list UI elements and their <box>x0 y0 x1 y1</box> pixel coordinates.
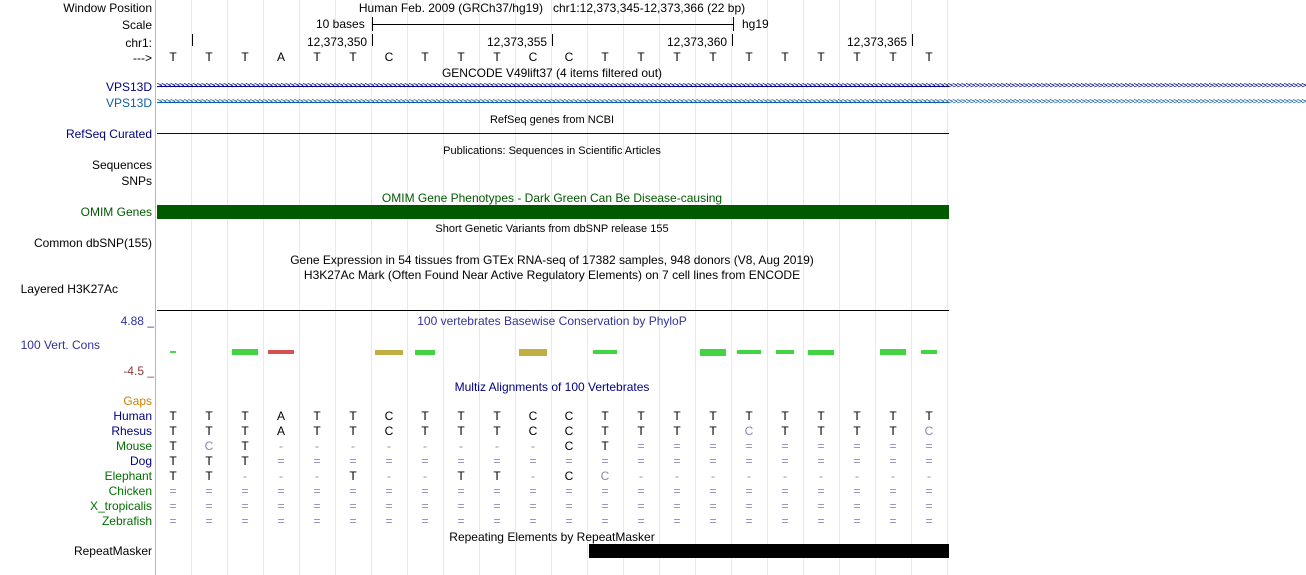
aligned-base: T <box>169 469 177 483</box>
aligned-base: C <box>204 439 214 453</box>
aligned-base: = <box>385 454 393 468</box>
aligned-base: A <box>276 424 285 438</box>
reference-base: T <box>745 50 753 64</box>
aligned-base: - <box>279 439 283 453</box>
aligned-base: = <box>673 499 681 513</box>
aligned-base: T <box>709 409 717 423</box>
aligned-base: - <box>423 469 427 483</box>
aligned-base: - <box>639 469 643 483</box>
aligned-base: T <box>853 409 861 423</box>
aligned-base: T <box>349 469 357 483</box>
aligned-base: = <box>313 484 321 498</box>
aligned-base: T <box>205 409 213 423</box>
aligned-base: = <box>709 439 717 453</box>
reference-base: T <box>889 50 897 64</box>
aligned-base: = <box>313 499 321 513</box>
repeatmasker-label[interactable]: RepeatMasker <box>73 544 152 558</box>
aligned-base: = <box>817 454 825 468</box>
aligned-base: = <box>673 454 681 468</box>
aligned-base: T <box>349 409 357 423</box>
aligned-base: T <box>817 424 825 438</box>
aligned-base: = <box>349 484 357 498</box>
aligned-base: = <box>709 454 717 468</box>
aligned-base: = <box>385 484 393 498</box>
reference-base: T <box>601 50 609 64</box>
aligned-base: - <box>927 469 931 483</box>
aligned-base: T <box>313 409 321 423</box>
aligned-base: T <box>169 439 177 453</box>
reference-base: T <box>673 50 681 64</box>
aligned-base: = <box>565 484 573 498</box>
aligned-base: T <box>313 424 321 438</box>
aligned-base: - <box>459 439 463 453</box>
aligned-base: = <box>529 514 537 528</box>
aligned-base: = <box>601 484 609 498</box>
aligned-base: T <box>493 424 501 438</box>
aligned-base: = <box>169 484 177 498</box>
aligned-base: = <box>781 484 789 498</box>
aligned-base: = <box>709 484 717 498</box>
aligned-base: = <box>493 514 501 528</box>
scale-bases: 10 bases <box>316 17 365 31</box>
aligned-base: = <box>349 454 357 468</box>
refseq-curated-label[interactable]: RefSeq Curated <box>65 127 152 141</box>
aligned-base: T <box>457 409 465 423</box>
aligned-base: = <box>421 484 429 498</box>
aligned-base: T <box>241 424 249 438</box>
gencode-track-title[interactable]: GENCODE V49lift37 (4 items filtered out) <box>441 66 663 80</box>
aligned-base: T <box>781 424 789 438</box>
label-separator <box>155 0 156 575</box>
scale-bar <box>372 24 733 25</box>
reference-base: T <box>781 50 789 64</box>
aligned-base: C <box>600 469 610 483</box>
reference-base: T <box>853 50 861 64</box>
aligned-base: T <box>781 409 789 423</box>
aligned-base: = <box>241 484 249 498</box>
aligned-base: = <box>349 514 357 528</box>
aligned-base: = <box>853 454 861 468</box>
aligned-base: C <box>564 439 574 453</box>
phylop-score-glyph <box>921 350 937 354</box>
aligned-base: = <box>205 514 213 528</box>
reference-base: C <box>384 50 394 64</box>
phylop-score-glyph <box>700 349 726 356</box>
aligned-base: - <box>387 439 391 453</box>
aligned-base: T <box>169 424 177 438</box>
scale-bar-right-tick <box>733 17 734 31</box>
omim-track-title[interactable]: OMIM Gene Phenotypes - Dark Green Can Be Disease-causing <box>381 191 723 205</box>
aligned-base: T <box>601 424 609 438</box>
aligned-base: = <box>601 499 609 513</box>
aligned-base: = <box>313 514 321 528</box>
aligned-base: = <box>745 484 753 498</box>
reference-base: T <box>313 50 321 64</box>
gtex-track-title[interactable]: Gene Expression in 54 tissues from GTEx RNA-seq of 17382 samples, 948 donors (V8, Aug 2019) <box>290 253 814 267</box>
aligned-base: T <box>205 469 213 483</box>
aligned-base: = <box>601 514 609 528</box>
aligned-base: = <box>601 454 609 468</box>
phylop-score-glyph <box>880 349 906 355</box>
reference-base: T <box>709 50 717 64</box>
sequences-label[interactable]: Sequences <box>91 158 152 172</box>
aligned-base: T <box>457 469 465 483</box>
aligned-base: = <box>781 514 789 528</box>
species-label[interactable]: Elephant <box>104 469 152 483</box>
aligned-base: = <box>457 484 465 498</box>
aligned-base: T <box>889 424 897 438</box>
h3k27ac-track-title[interactable]: H3K27Ac Mark (Often Found Near Active Regulatory Elements) on 7 cell lines from ENCODE <box>303 268 801 282</box>
aligned-base: T <box>925 409 933 423</box>
repeatmasker-element-bar[interactable] <box>589 544 949 558</box>
aligned-base: C <box>528 424 538 438</box>
aligned-base: - <box>675 469 679 483</box>
aligned-base: - <box>891 469 895 483</box>
aligned-base: = <box>853 439 861 453</box>
reference-base: T <box>457 50 465 64</box>
aligned-base: = <box>421 454 429 468</box>
reference-base: C <box>564 50 574 64</box>
aligned-base: C <box>564 469 574 483</box>
aligned-base: C <box>564 409 574 423</box>
aligned-base: C <box>924 424 934 438</box>
aligned-base: T <box>169 454 177 468</box>
aligned-base: = <box>925 499 933 513</box>
chrom-tick <box>192 34 193 46</box>
scale-bar-left-tick <box>372 17 373 31</box>
reference-base: T <box>493 50 501 64</box>
aligned-base: = <box>673 484 681 498</box>
chrom-tick-label: 12,373,360 <box>667 35 728 49</box>
aligned-base: = <box>529 499 537 513</box>
aligned-base: = <box>277 514 285 528</box>
phylop-score-glyph <box>170 351 176 353</box>
aligned-base: T <box>889 409 897 423</box>
aligned-base: T <box>673 424 681 438</box>
aligned-base: - <box>243 469 247 483</box>
aligned-base: = <box>277 484 285 498</box>
aligned-base: = <box>241 514 249 528</box>
species-label[interactable]: Human <box>113 409 152 423</box>
aligned-base: T <box>241 439 249 453</box>
aligned-base: = <box>493 454 501 468</box>
aligned-base: = <box>457 499 465 513</box>
phylop-score-glyph <box>737 350 761 354</box>
aligned-base: = <box>781 499 789 513</box>
phylop-score-glyph <box>268 350 294 354</box>
phylop-score-glyph <box>593 350 617 354</box>
aligned-base: T <box>241 409 249 423</box>
window-position-label: Window Position <box>63 1 152 15</box>
aligned-base: = <box>421 499 429 513</box>
aligned-base: = <box>457 454 465 468</box>
phylop-score-glyph <box>776 350 794 354</box>
aligned-base: = <box>385 499 393 513</box>
aligned-base: = <box>745 514 753 528</box>
common-dbsnp-label[interactable]: Common dbSNP(155) <box>33 236 152 250</box>
chrom-tick-label: 12,373,355 <box>487 35 548 49</box>
reference-base: T <box>637 50 645 64</box>
aligned-base: = <box>493 484 501 498</box>
aligned-base: = <box>673 514 681 528</box>
aligned-base: T <box>349 424 357 438</box>
aligned-base: T <box>853 424 861 438</box>
omim-genes-label[interactable]: OMIM Genes <box>80 205 152 219</box>
aligned-base: = <box>529 484 537 498</box>
dbsnp-track-title[interactable]: Short Genetic Variants from dbSNP release 155 <box>435 223 669 235</box>
aligned-base: = <box>925 454 933 468</box>
aligned-base: = <box>817 499 825 513</box>
aligned-base: = <box>817 514 825 528</box>
aligned-base: - <box>747 469 751 483</box>
aligned-base: = <box>925 439 933 453</box>
aligned-base: - <box>531 469 535 483</box>
aligned-base: = <box>637 484 645 498</box>
chrom-tick <box>732 34 733 46</box>
aligned-base: - <box>495 439 499 453</box>
gaps-label[interactable]: Gaps <box>123 394 152 408</box>
aligned-base: T <box>601 409 609 423</box>
aligned-base: = <box>637 439 645 453</box>
aligned-base: - <box>315 439 319 453</box>
aligned-base: = <box>853 514 861 528</box>
phylop-score-glyph <box>375 350 403 355</box>
aligned-base: = <box>709 499 717 513</box>
aligned-base: T <box>709 424 717 438</box>
aligned-base: = <box>205 499 213 513</box>
aligned-base: T <box>169 409 177 423</box>
aligned-base: T <box>637 424 645 438</box>
aligned-base: - <box>315 469 319 483</box>
reference-base: T <box>241 50 249 64</box>
aligned-base: = <box>565 514 573 528</box>
aligned-base: T <box>421 424 429 438</box>
aligned-base: T <box>205 454 213 468</box>
layered-h3k27ac-label[interactable]: Layered H3K27Ac <box>20 282 118 296</box>
reference-base: T <box>925 50 933 64</box>
aligned-base: = <box>745 439 753 453</box>
aligned-base: - <box>783 469 787 483</box>
refseq-track-title[interactable]: RefSeq genes from NCBI <box>489 114 615 126</box>
aligned-base: T <box>205 424 213 438</box>
phylop-max-label: 4.88 _ <box>120 314 154 328</box>
aligned-base: - <box>711 469 715 483</box>
aligned-base: = <box>673 439 681 453</box>
aligned-base: = <box>853 484 861 498</box>
aligned-base: = <box>493 499 501 513</box>
chrom-label: chr1: <box>125 36 152 50</box>
scale-assembly: hg19 <box>742 17 769 31</box>
phylop-score-glyph <box>232 349 258 355</box>
species-label[interactable]: Dog <box>129 454 152 468</box>
reference-base: T <box>349 50 357 64</box>
aligned-base: - <box>387 469 391 483</box>
aligned-base: = <box>169 514 177 528</box>
aligned-base: = <box>349 499 357 513</box>
aligned-base: - <box>531 439 535 453</box>
phylop-score-glyph <box>519 349 547 356</box>
aligned-base: T <box>637 409 645 423</box>
chrom-tick <box>912 34 913 46</box>
h3k27ac-baseline <box>157 310 949 311</box>
phylop-label[interactable]: 100 Vert. Cons <box>20 338 100 352</box>
aligned-base: = <box>529 454 537 468</box>
gencode-gene-label-vps13d[interactable]: VPS13D <box>105 80 152 94</box>
scale-label: Scale <box>121 18 152 32</box>
gencode-strand-arrows-alt: >>>>>>>>>>>>>>>>>>>>>>>>>>>>>>>>>>>>>>>>>>>>>>>>>>>>>>>>>>>>>>>>>>>>>>>>>>>>>>>>>>>>>>>>>>>>>>>>>>>>>>>>>>>>>>>>>>>>>>>>>>>>>>>>>>>>>>>>>>>>>>>>>>>>>>>>>>>>>>>>>>>>>>>>>>>>>>>>>>>>>>>>>>>>>>>>>>>>>>>>>>>>>>>>>>>>>>>>>>>>>>>>>>>>>>>>>>>>>>>>>>>>>>>>>>>>>>>>>>>> <box>157 97 1306 107</box>
chrom-tick-label: 12,373,350 <box>307 35 368 49</box>
aligned-base: T <box>601 439 609 453</box>
aligned-base: = <box>925 484 933 498</box>
aligned-base: T <box>457 424 465 438</box>
aligned-base: C <box>528 409 538 423</box>
repeatmasker-track-title[interactable]: Repeating Elements by RepeatMasker <box>449 530 655 544</box>
aligned-base: = <box>889 499 897 513</box>
species-label[interactable]: Mouse <box>115 439 152 453</box>
strand-label: ---> <box>133 51 152 65</box>
phylop-score-glyph <box>808 350 834 355</box>
aligned-base: = <box>457 514 465 528</box>
aligned-base: - <box>351 439 355 453</box>
reference-base: T <box>205 50 213 64</box>
aligned-base: = <box>889 514 897 528</box>
aligned-base: = <box>781 439 789 453</box>
species-label[interactable]: X_tropicalis <box>89 499 152 513</box>
reference-base: T <box>421 50 429 64</box>
snps-label[interactable]: SNPs <box>121 174 152 188</box>
aligned-base: = <box>745 454 753 468</box>
aligned-base: = <box>637 514 645 528</box>
aligned-base: = <box>565 454 573 468</box>
chrom-tick <box>372 34 373 46</box>
species-label[interactable]: Rhesus <box>111 424 152 438</box>
aligned-base: - <box>279 469 283 483</box>
species-label[interactable]: Zebrafish <box>101 514 152 528</box>
aligned-base: = <box>565 499 573 513</box>
aligned-base: C <box>384 409 394 423</box>
aligned-base: = <box>745 499 753 513</box>
phylop-min-label: -4.5 _ <box>123 364 154 378</box>
aligned-base: C <box>744 424 754 438</box>
reference-base: C <box>528 50 538 64</box>
aligned-base: T <box>421 409 429 423</box>
phylop-score-glyph <box>415 350 435 355</box>
aligned-base: = <box>637 454 645 468</box>
aligned-base: = <box>637 499 645 513</box>
aligned-base: = <box>853 499 861 513</box>
aligned-base: A <box>276 409 285 423</box>
phylop-track-title[interactable]: 100 vertebrates Basewise Conservation by PhyloP <box>417 314 687 328</box>
refseq-gene-line[interactable] <box>157 133 949 134</box>
aligned-base: T <box>493 469 501 483</box>
gencode-strand-arrows: >>>>>>>>>>>>>>>>>>>>>>>>>>>>>>>>>>>>>>>>>>>>>>>>>>>>>>>>>>>>>>>>>>>>>>>>>>>>>>>>>>>>>>>>>>>>>>>>>>>>>>>>>>>>>>>>>>>>>>>>>>>>>>>>>>>>>>>>>>>>>>>>>>>>>>>>>>>>>>>>>>>>>>>>>>>>>>>>>>>>>>>>>>>>>>>>>>>>>>>>>>>>>>>>>>>>>>>>>>>>>>>>>>>>>>>>>>>>>>>>>>>>>>>>>>>>>>>>>>>> <box>157 81 1306 91</box>
aligned-base: = <box>313 454 321 468</box>
aligned-base: = <box>817 439 825 453</box>
aligned-base: = <box>889 439 897 453</box>
aligned-base: - <box>855 469 859 483</box>
aligned-base: = <box>385 514 393 528</box>
aligned-base: T <box>493 409 501 423</box>
aligned-base: C <box>384 424 394 438</box>
aligned-base: = <box>277 499 285 513</box>
chrom-tick-label: 12,373,365 <box>847 35 908 49</box>
reference-base: T <box>169 50 177 64</box>
aligned-base: = <box>781 454 789 468</box>
aligned-base: T <box>241 454 249 468</box>
aligned-base: = <box>277 454 285 468</box>
aligned-base: - <box>423 439 427 453</box>
aligned-base: C <box>564 424 574 438</box>
gencode-gene-label-vps13d-alt[interactable]: VPS13D <box>105 96 152 110</box>
aligned-base: = <box>241 499 249 513</box>
aligned-base: = <box>925 514 933 528</box>
omim-phenotype-bar[interactable] <box>157 205 949 219</box>
aligned-base: T <box>673 409 681 423</box>
aligned-base: = <box>889 454 897 468</box>
aligned-base: = <box>709 514 717 528</box>
aligned-base: = <box>817 484 825 498</box>
aligned-base: = <box>421 514 429 528</box>
chrom-tick <box>552 34 553 46</box>
multiz-track-title[interactable]: Multiz Alignments of 100 Vertebrates <box>454 380 650 394</box>
aligned-base: = <box>205 484 213 498</box>
aligned-base: = <box>889 484 897 498</box>
aligned-base: = <box>169 499 177 513</box>
publications-track-title[interactable]: Publications: Sequences in Scientific Articles <box>443 145 661 157</box>
species-label[interactable]: Chicken <box>108 484 152 498</box>
reference-base: A <box>276 50 285 64</box>
reference-base: T <box>817 50 825 64</box>
aligned-base: T <box>817 409 825 423</box>
aligned-base: - <box>819 469 823 483</box>
window-position-value: Human Feb. 2009 (GRCh37/hg19) chr1:12,373,345-12,373,366 (22 bp) <box>358 1 746 15</box>
aligned-base: T <box>745 409 753 423</box>
